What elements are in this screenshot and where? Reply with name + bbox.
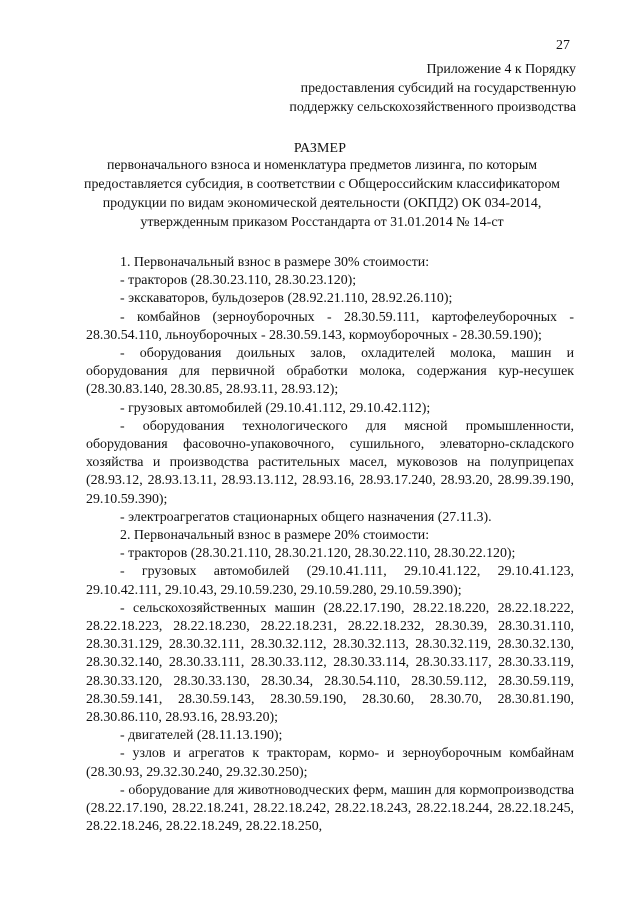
paragraph: - тракторов (28.30.21.110, 28.30.21.120, 28.30.22.110, 28.30.22.120); [120, 546, 516, 562]
paragraph: - сельскохозяйственных машин (28.22.17.190, 28.22.18.220, 28.22.18.222, 28.22.18.223, 28.22.18.230, 28.22.18.231, 28.22.18.232, 28.30.39, 28.30.31.110, 28.30.31.129, 28.30.32.111, 28.30.32.112, 28.30.32.113, 28.30.32.119, 28.30.32.130, 28.30.32.140, 28.30.33.111, 28.30.33.112, 28.30.33.114, 28.30.33.117, 28.30.33.119, 28.30.33.120, 28.30.33.130, 28.30.34, 28.30.54.110, 28.30.59.112, 28.30.59.119, 28.30.59.141, 28.30.59.143, 28.30.59.190, 28.30.60, 28.30.70, 28.30.81.190, 28.30.86.110, 28.93.16, 28.93.20); [86, 600, 574, 726]
paragraph: - узлов и агрегатов к тракторам, кормо- и зерноуборочным комбайнам (28.30.93, 29.32.30.240, 29.32.30.250); [86, 746, 574, 780]
paragraph: - двигателей (28.11.13.190); [120, 728, 283, 744]
paragraph: 1. Первоначальный взнос в размере 30% стоимости: [120, 255, 430, 270]
paragraph: - грузовых автомобилей (29.10.41.112, 29.10.42.112); [120, 400, 431, 416]
document-subtitle: первоначального взноса и номенклатура предметов лизинга, по которым предоставляется субсидия, в соответствии с Общероссийским классификатором продукции по видам экономической деятельности (ОКПД2) ОК 034-2014, утвержденным приказом Росстандарта от 31.01.2014 № 14-ст [84, 158, 560, 230]
paragraph: - комбайнов (зерноуборочных - 28.30.59.111, картофелеуборочных - 28.30.54.110, льноуборочных - 28.30.59.143, кормоуборочных - 28.30.59.190); [86, 309, 574, 343]
paragraph: - оборудования технологического для мясной промышленности, оборудования фасовочно-упаковочного, сушильного, элеваторно-складского хозяйства и производства растительных масел, муковозов на полуприцепах (28.93.12, 28.93.13.11, 28.93.13.112, 28.93.16, 28.93.17.240, 28.93.20, 28.99.39.190, 29.10.59.390); [86, 418, 574, 507]
document-body [86, 254, 574, 837]
paragraph: - оборудования доильных залов, охладителей молока, машин и оборудования для первичной обработки молока, содержания кур-несушек (28.30.83.140, 28.30.85, 28.93.11, 28.93.12); [86, 346, 574, 398]
appendix-line-1: Приложение 4 к Порядку [426, 62, 576, 77]
appendix-line-2: предоставления субсидий на государственную [300, 81, 576, 96]
document-title: РАЗМЕР [293, 141, 347, 156]
paragraph: - тракторов (28.30.23.110, 28.30.23.120); [120, 273, 357, 289]
paragraph: - электроагрегатов стационарных общего назначения (27.11.3). [120, 509, 492, 525]
paragraph: - грузовых автомобилей (29.10.41.111, 29.10.41.122, 29.10.41.123, 29.10.42.111, 29.10.43, 29.10.59.230, 29.10.59.280, 29.10.59.390); [86, 564, 574, 598]
appendix-header [289, 60, 576, 117]
page-number: 27 [556, 38, 570, 53]
paragraph: 2. Первоначальный взнос в размере 20% стоимости: [120, 528, 430, 544]
paragraph: - оборудование для животноводческих ферм, машин для кормопроизводства (28.22.17.190, 28.22.18.241, 28.22.18.242, 28.22.18.243, 28.22.18.244, 28.22.18.245, 28.22.18.246, 28.22.18.249, 28.22.18.250, [86, 782, 574, 835]
paragraph: - экскаваторов, бульдозеров (28.92.21.110, 28.92.26.110); [120, 291, 453, 307]
appendix-line-3: поддержку сельскохозяйственного производства [289, 100, 576, 115]
